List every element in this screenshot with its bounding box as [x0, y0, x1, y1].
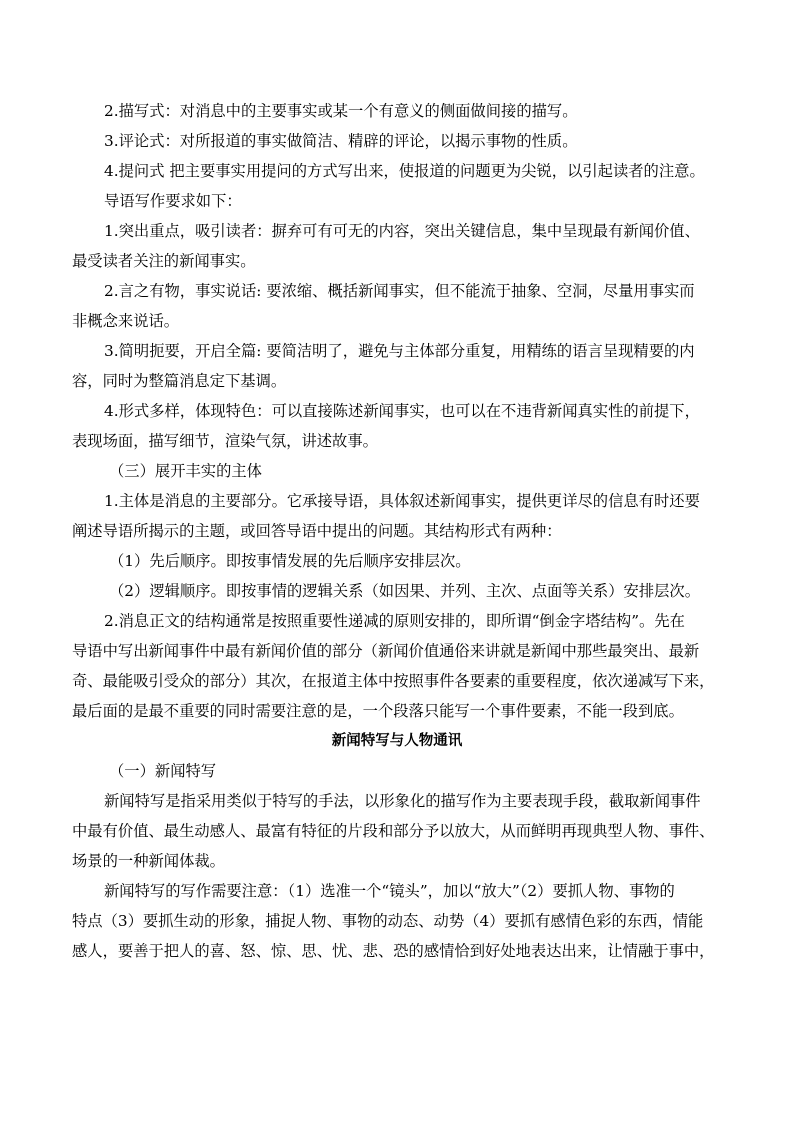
paragraph-line: 2.消息正文的结构通常是按照重要性递减的原则安排的，即所谓“倒金字塔结构”。先在 — [104, 612, 685, 630]
paragraph-line: 导语写作要求如下： — [104, 192, 242, 210]
paragraph-line: 2.言之有物，事实说话: 要浓缩、概括新闻事实，但不能流于抽象、空洞，尽量用事实而 — [104, 282, 695, 300]
paragraph-line: 2.描写式：对消息中的主要事实或某一个有意义的侧面做间接的描写。 — [104, 102, 578, 120]
paragraph-line: 容，同时为整篇消息定下基调。 — [72, 372, 287, 390]
paragraph-line: 最受读者关注的新闻事实。 — [72, 252, 256, 270]
paragraph-line: 4.形式多样，体现特色：可以直接陈述新闻事实，也可以在不违背新闻真实性的前提下， — [104, 402, 700, 420]
paragraph-line: 3.评论式：对所报道的事实做简洁、精辟的评论，以揭示事物的性质。 — [104, 132, 578, 150]
document-page — [72, 96, 722, 966]
section-heading: （三）展开丰实的主体 — [109, 462, 262, 480]
paragraph-line: 1.主体是消息的主要部分。它承接导语，具体叙述新闻事实，提供更详尽的信息有时还要 — [104, 492, 700, 510]
paragraph-line: 阐述导语所揭示的主题，或回答导语中提出的问题。其结构形式有两种： — [72, 522, 562, 540]
paragraph-line: （1）先后顺序。即按事情发展的先后顺序安排层次。 — [109, 552, 471, 570]
section-heading: （一）新闻特写 — [109, 762, 217, 780]
paragraph-line: 新闻特写的写作需要注意：（1）选准一个“镜头”，加以“放大”（2）要抓人物、事物的 — [104, 882, 675, 900]
paragraph-line: 中最有价值、最生动感人、最富有特征的片段和部分予以放大，从而鲜明再现典型人物、事件、 — [72, 822, 715, 840]
paragraph-line: 新闻特写是指采用类似于特写的手法，以形象化的描写作为主要表现手段，截取新闻事件 — [104, 792, 701, 810]
paragraph-line: 表现场面，描写细节，渲染气氛，讲述故事。 — [72, 432, 378, 450]
paragraph-line: 最后面的是最不重要的同时需要注意的是，一个段落只能写一个事件要素，不能一段到底。 — [72, 702, 684, 720]
paragraph-line: 导语中写出新闻事件中最有新闻价值的部分（新闻价值通俗来讲就是新闻中那些最突出、最新 — [72, 642, 700, 660]
paragraph-line: 奇、最能吸引受众的部分）其次，在报道主体中按照事件各要素的重要程度，依次递减写下来， — [72, 672, 715, 690]
section-title: 新闻特写与人物通讯 — [331, 733, 463, 749]
paragraph-line: 感人，要善于把人的喜、怒、惊、思、忧、悲、恐的感情恰到好处地表达出来，让情融于事中， — [72, 942, 715, 960]
paragraph-line: 特点（3）要抓生动的形象，捕捉人物、事物的动态、动势（4）要抓有感情色彩的东西，情能 — [72, 912, 704, 930]
paragraph-line: 3.简明扼要，开启全篇: 要简洁明了，避免与主体部分重复，用精练的语言呈现精要的内 — [104, 342, 695, 360]
paragraph-line: 1.突出重点，吸引读者：摒弃可有可无的内容，突出关键信息，集中呈现最有新闻价值、 — [104, 222, 700, 240]
paragraph-line: 非概念来说话。 — [72, 312, 180, 330]
paragraph-line: 场景的一种新闻体裁。 — [72, 852, 225, 870]
paragraph-line: 4.提问式 把主要事实用提问的方式写出来，使报道的问题更为尖锐，以引起读者的注意。 — [104, 162, 705, 180]
paragraph-line: （2）逻辑顺序。即按事情的逻辑关系（如因果、并列、主次、点面等关系）安排层次。 — [109, 582, 701, 600]
